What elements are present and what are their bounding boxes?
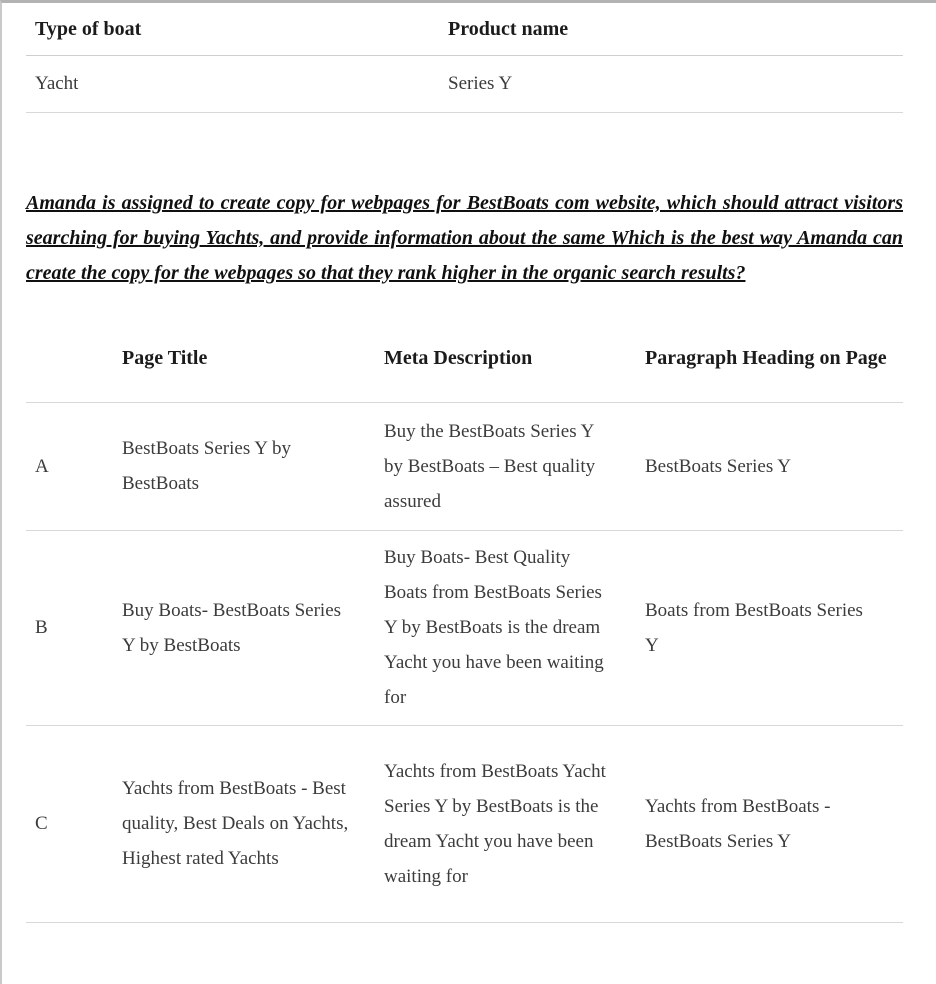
boat-info-table (26, 3, 903, 113)
boat-table-row (26, 56, 903, 113)
options-table-header-row (26, 315, 903, 402)
option-row-a (26, 402, 903, 530)
paragraph-heading-cell: Yachts from BestBoats - BestBoats Series Y (645, 725, 903, 922)
meta-description-cell: Buy Boats- Best Quality Boats from BestBoats Series Y by BestBoats is the dream Yacht you have been waiting for (384, 530, 645, 725)
options-table (26, 315, 903, 923)
boat-table-header-type: Type of boat (26, 3, 439, 56)
product-name-cell: Series Y (439, 56, 903, 113)
options-table-header-paragraph-heading: Paragraph Heading on Page (645, 315, 903, 402)
option-letter: B (26, 530, 122, 725)
document-content (2, 3, 936, 923)
boat-table-header-product: Product name (439, 3, 903, 56)
page-title-cell: Yachts from BestBoats - Best quality, Best Deals on Yachts, Highest rated Yachts (122, 725, 384, 922)
option-letter: A (26, 402, 122, 530)
page-title-cell: Buy Boats- BestBoats Series Y by BestBoats (122, 530, 384, 725)
option-row-c (26, 725, 903, 922)
option-letter: C (26, 725, 122, 922)
option-row-b (26, 530, 903, 725)
question-text: Amanda is assigned to create copy for webpages for BestBoats com website, which should attract visitors searching for buying Yachts, and provide information about the same Which is the best way Amanda can create the copy for the webpages so that they rank higher in the organic search results? (26, 192, 903, 284)
paragraph-heading-cell: BestBoats Series Y (645, 402, 903, 530)
boat-table-header-row (26, 3, 903, 56)
boat-type-cell: Yacht (26, 56, 439, 113)
options-table-header-page-title: Page Title (122, 315, 384, 402)
page-title-cell: BestBoats Series Y by BestBoats (122, 402, 384, 530)
options-table-header-meta-description: Meta Description (384, 315, 645, 402)
paragraph-heading-cell: Boats from BestBoats Series Y (645, 530, 903, 725)
options-table-header-blank (26, 315, 122, 402)
meta-description-cell: Buy the BestBoats Series Y by BestBoats – Best quality assured (384, 402, 645, 530)
meta-description-cell: Yachts from BestBoats Yacht Series Y by BestBoats is the dream Yacht you have been waiting for (384, 725, 645, 922)
